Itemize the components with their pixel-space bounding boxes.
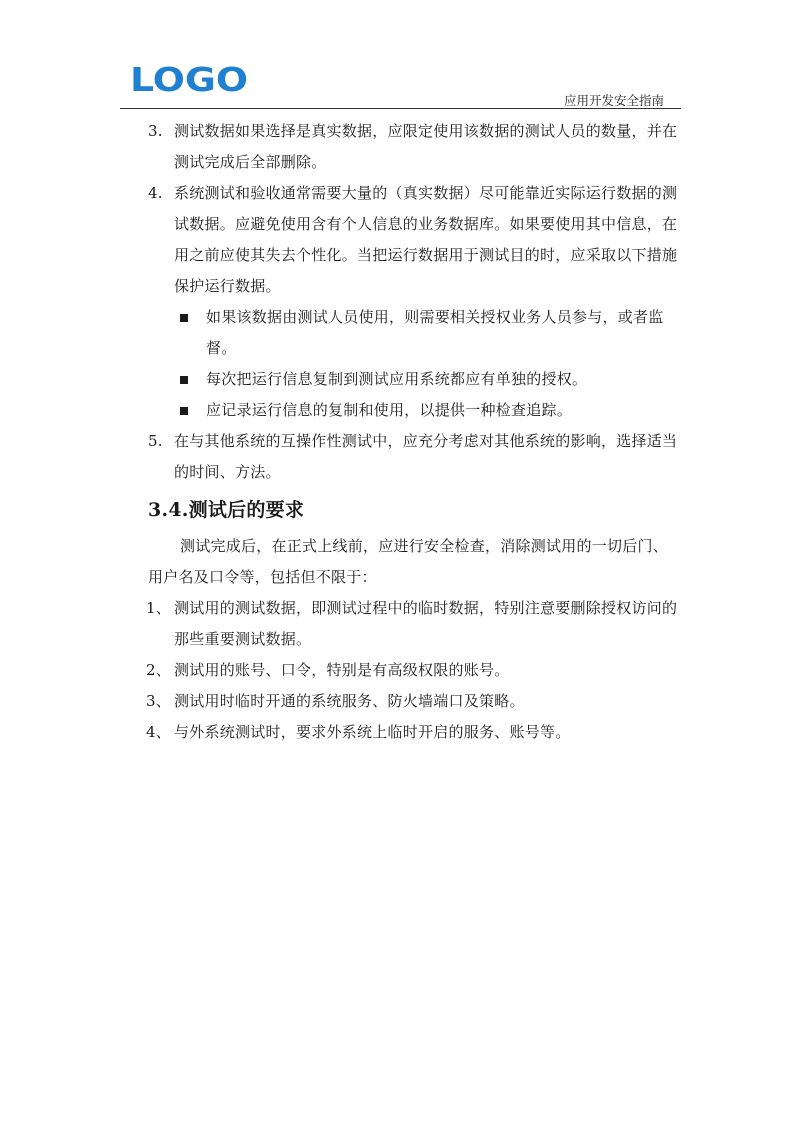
sub-list-item (148, 302, 680, 364)
document-body (148, 116, 680, 748)
item-text: 在与其他系统的互操作性测试中，应充分考虑对其他系统的影响，选择适当的时间、方法。 (174, 432, 678, 481)
item-number: 3、 (146, 692, 172, 710)
section-heading: 3.4.测试后的要求 (148, 499, 305, 521)
body-paragraph: 测试完成后，在正式上线前，应进行安全检查，消除测试用的一切后门、用户名及口令等，包括但不限于： (148, 537, 669, 586)
list-item (148, 717, 680, 748)
item-number: 2、 (146, 661, 172, 679)
list-item (148, 655, 680, 686)
logo (130, 64, 248, 94)
item-text: 系统测试和验收通常需要大量的（真实数据）尽可能靠近实际运行数据的测试数据。应避免使用含有个人信息的业务数据库。如果要使用其中信息，在用之前应使其失去个性化。当把运行数据用于测试目的时，应采取以下措施保护运行数据。 (174, 184, 678, 295)
list-item (148, 593, 680, 655)
sub-list-item (148, 364, 680, 395)
square-bullet-icon (180, 407, 188, 415)
sub-item-text: 每次把运行信息复制到测试应用系统都应有单独的授权。 (206, 370, 588, 388)
square-bullet-icon (180, 314, 188, 322)
item-text: 测试用时临时开通的系统服务、防火墙端口及策略。 (174, 692, 525, 710)
item-number: 4. (148, 184, 163, 202)
item-number: 1、 (146, 599, 172, 617)
list-item (148, 116, 680, 178)
list-item (148, 178, 680, 302)
sub-list-item (148, 395, 680, 426)
header-title: 应用开发安全指南 (564, 93, 665, 108)
item-text: 与外系统测试时，要求外系统上临时开启的服务、账号等。 (174, 723, 571, 741)
list-item (148, 426, 680, 488)
logo-text: LOGO (130, 64, 248, 94)
sub-item-text: 如果该数据由测试人员使用，则需要相关授权业务人员参与，或者监督。 (206, 308, 664, 357)
list-item (148, 686, 680, 717)
sub-item-text: 应记录运行信息的复制和使用，以提供一种检查追踪。 (206, 401, 573, 419)
square-bullet-icon (180, 376, 188, 384)
item-text: 测试数据如果选择是真实数据，应限定使用该数据的测试人员的数量，并在测试完成后全部删除。 (174, 122, 678, 171)
item-number: 4、 (146, 723, 172, 741)
item-number: 5. (148, 432, 163, 450)
item-text: 测试用的账号、口令，特别是有高级权限的账号。 (174, 661, 510, 679)
header-divider (120, 108, 681, 109)
item-number: 3. (148, 122, 163, 140)
item-text: 测试用的测试数据，即测试过程中的临时数据，特别注意要删除授权访问的那些重要测试数据。 (174, 599, 678, 648)
